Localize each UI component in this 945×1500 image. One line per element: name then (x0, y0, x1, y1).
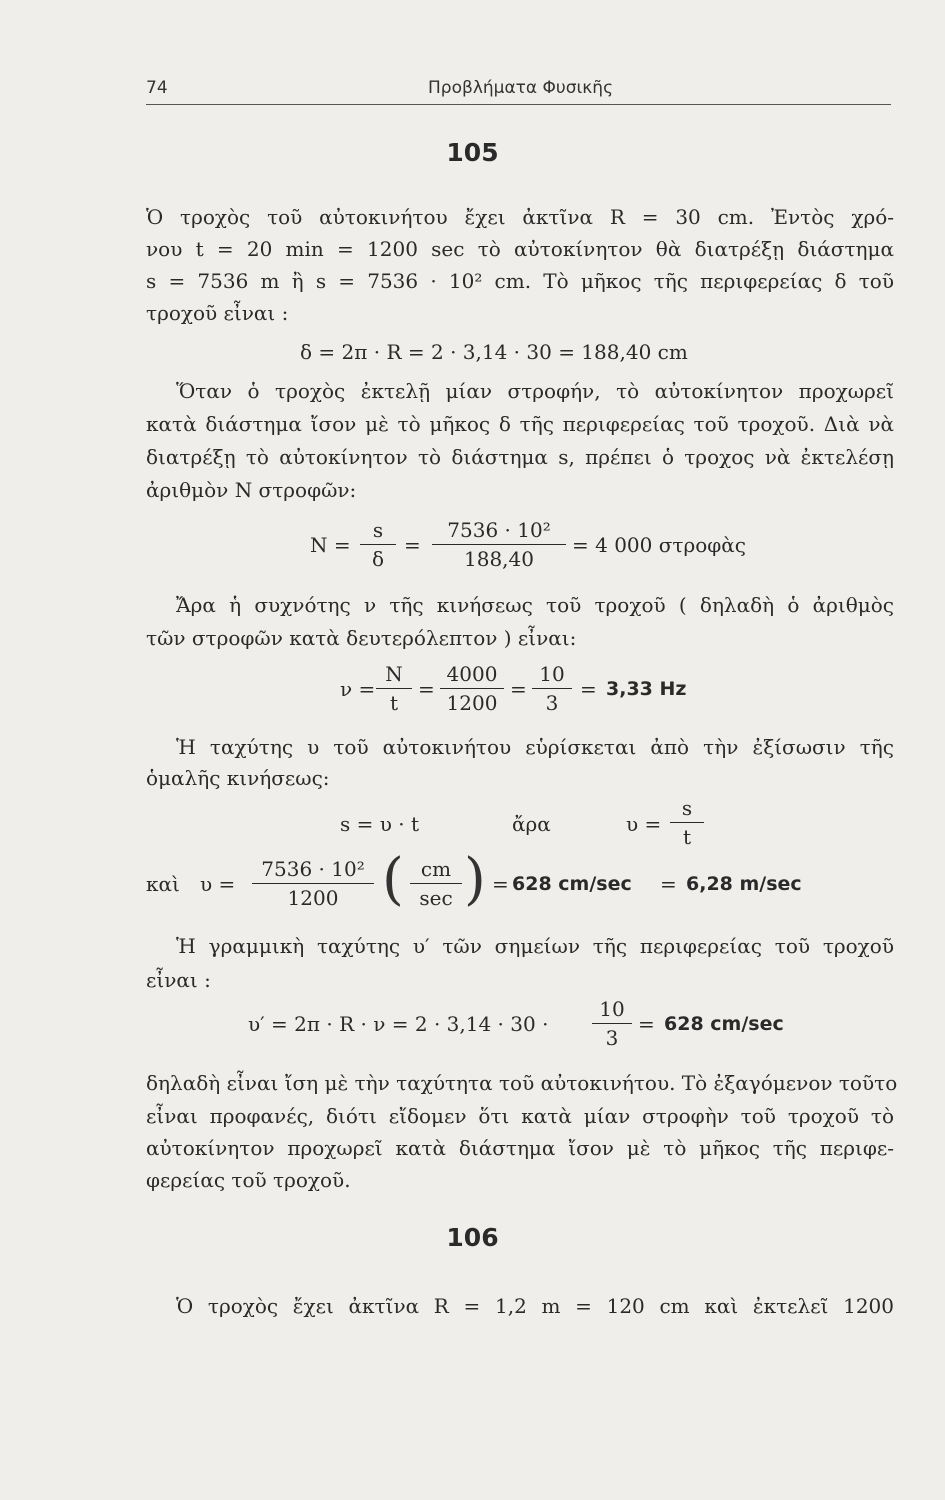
eq5-f1-numerator: 7536 · 10² (261, 857, 365, 881)
p1-line-2: νου t = 20 min = 1200 sec τὸ αὐτοκίνητον θὰ διατρέξῃ διάστημα (146, 237, 894, 261)
p5-line-2: εἶναι : (146, 968, 211, 992)
eq4-lhs: υ = (626, 812, 662, 836)
p1-line-3: s = 7536 m ἢ s = 7536 · 10² cm. Τὸ μῆκος τῆς περιφερείας δ τοῦ (146, 269, 894, 293)
eq2-f2-denominator: 188,40 (432, 544, 566, 571)
p4-line-1: Ἡ ταχύτης υ τοῦ αὐτοκινήτου εὑρίσκεται ἀπὸ τὴν ἐξίσωσιν τῆς (176, 735, 894, 759)
eq5-units-numerator: cm (420, 857, 452, 881)
problem-105-number: 105 (446, 138, 499, 167)
p6-line-1: δηλαδὴ εἶναι ἴση μὲ τὴν ταχύτητα τοῦ αὐτοκινήτου. Τὸ ἐξαγόμενον τοῦτο (146, 1071, 898, 1095)
eq3-equals-b: = (510, 677, 527, 701)
eq3-equals-c: = (580, 677, 597, 701)
eq4-fraction (670, 796, 704, 849)
eq2-fraction-1 (360, 518, 396, 571)
p2-line-1: Ὅταν ὁ τροχὸς ἐκτελῇ μίαν στροφήν, τὸ αὐτοκίνητον προχωρεῖ (176, 379, 894, 403)
p3-line-2: τῶν στροφῶν κατὰ δευτερόλεπτον ) εἶναι: (146, 626, 577, 650)
eq6-equals: = (638, 1012, 655, 1036)
p106-line-1: Ὁ τροχὸς ἔχει ἀκτῖνα R = 1,2 m = 120 cm καὶ ἐκτελεῖ 1200 (176, 1294, 894, 1318)
eq6-fraction (592, 997, 632, 1050)
eq3-fraction-3 (532, 662, 572, 715)
eq3-fraction-2 (440, 662, 504, 715)
eq6-lhs: υ′ = 2π · R · ν = 2 · 3,14 · 30 · (248, 1012, 549, 1036)
eq5-result-2: 6,28 m/sec (686, 873, 802, 895)
eq5-fraction-units (410, 857, 462, 910)
eq3-f3-numerator: 10 (539, 662, 565, 686)
eq5-fraction-1 (252, 857, 374, 910)
problem-106-number: 106 (446, 1223, 499, 1252)
eq4-mid-word: ἄρα (512, 812, 551, 836)
right-paren-icon: ) (464, 847, 486, 912)
eq6-numerator: 10 (599, 997, 625, 1021)
eq6-result: 628 cm/sec (664, 1013, 784, 1035)
p5-line-1: Ἡ γραμμικὴ ταχύτης υ′ τῶν σημείων τῆς περιφερείας τοῦ τροχοῦ (176, 934, 894, 958)
p1-line-4: τροχοῦ εἶναι : (146, 301, 289, 325)
eq5-equals-b: = (660, 872, 677, 896)
equation-circumference: δ = 2π · R = 2 · 3,14 · 30 = 188,40 cm (300, 340, 688, 364)
p2-line-2: κατὰ διάστημα ἴσον μὲ τὸ μῆκος δ τῆς περιφερείας τοῦ τροχοῦ. Διὰ νὰ (146, 412, 894, 436)
page-number: 74 (146, 78, 168, 98)
p6-line-2: εἶναι προφανές, διότι εἴδομεν ὅτι κατὰ μίαν στροφὴν τοῦ τροχοῦ τὸ (146, 1104, 894, 1128)
running-title: Προβλήματα Φυσικῆς (428, 78, 614, 98)
p3-line-1: Ἄρα ἡ συχνότης ν τῆς κινήσεως τοῦ τροχοῦ ( δηλαδὴ ὁ ἀριθμὸς (176, 593, 894, 617)
eq5-units-denominator: sec (410, 883, 462, 910)
eq3-f2-numerator: 4000 (446, 662, 498, 686)
eq6-denominator: 3 (592, 1023, 632, 1050)
eq2-fraction-2 (432, 518, 566, 571)
p2-line-4: ἀριθμὸν N στροφῶν: (146, 478, 357, 502)
p6-line-4: φερείας τοῦ τροχοῦ. (146, 1168, 351, 1192)
p2-line-3: διατρέξῃ τὸ αὐτοκίνητον τὸ διάστημα s, πρέπει ὁ τροχος νὰ ἐκτελέσῃ (146, 445, 894, 469)
eq2-f1-denominator: δ (360, 544, 396, 571)
eq3-f3-denominator: 3 (532, 688, 572, 715)
eq5-result-1: 628 cm/sec (512, 873, 632, 895)
p6-line-3: αὐτοκίνητον προχωρεῖ κατὰ διάστημα ἴσον μὲ τὸ μῆκος τῆς περιφε- (146, 1136, 894, 1160)
left-paren-icon: ( (382, 847, 404, 912)
eq4-numerator: s (681, 796, 693, 820)
eq2-rhs: = 4 000 στροφὰς (572, 533, 746, 557)
eq3-equals-a: = (418, 677, 435, 701)
eq5-lhs: υ = (200, 872, 236, 896)
eq4-left: s = υ · t (340, 812, 420, 836)
eq3-f1-denominator: t (376, 688, 412, 715)
running-header (146, 78, 891, 105)
p1-line-1: Ὁ τροχὸς τοῦ αὐτοκινήτου ἔχει ἀκτῖνα R = 30 cm. Ἐντὸς χρό- (146, 205, 894, 229)
eq2-f1-numerator: s (372, 518, 384, 542)
eq3-result: 3,33 Hz (606, 678, 687, 700)
eq5-equals-a: = (492, 872, 509, 896)
eq3-f2-denominator: 1200 (440, 688, 504, 715)
eq5-prefix: καὶ (146, 872, 180, 896)
eq2-f2-numerator: 7536 · 10² (447, 518, 551, 542)
eq5-f1-denominator: 1200 (252, 883, 374, 910)
eq3-lhs: ν = (340, 677, 376, 701)
eq2-equals: = (404, 533, 421, 557)
p4-line-2: ὁμαλῆς κινήσεως: (146, 766, 330, 790)
eq3-f1-numerator: N (385, 662, 403, 686)
eq3-fraction-1 (376, 662, 412, 715)
eq4-denominator: t (670, 822, 704, 849)
eq2-lhs: N = (310, 533, 351, 557)
